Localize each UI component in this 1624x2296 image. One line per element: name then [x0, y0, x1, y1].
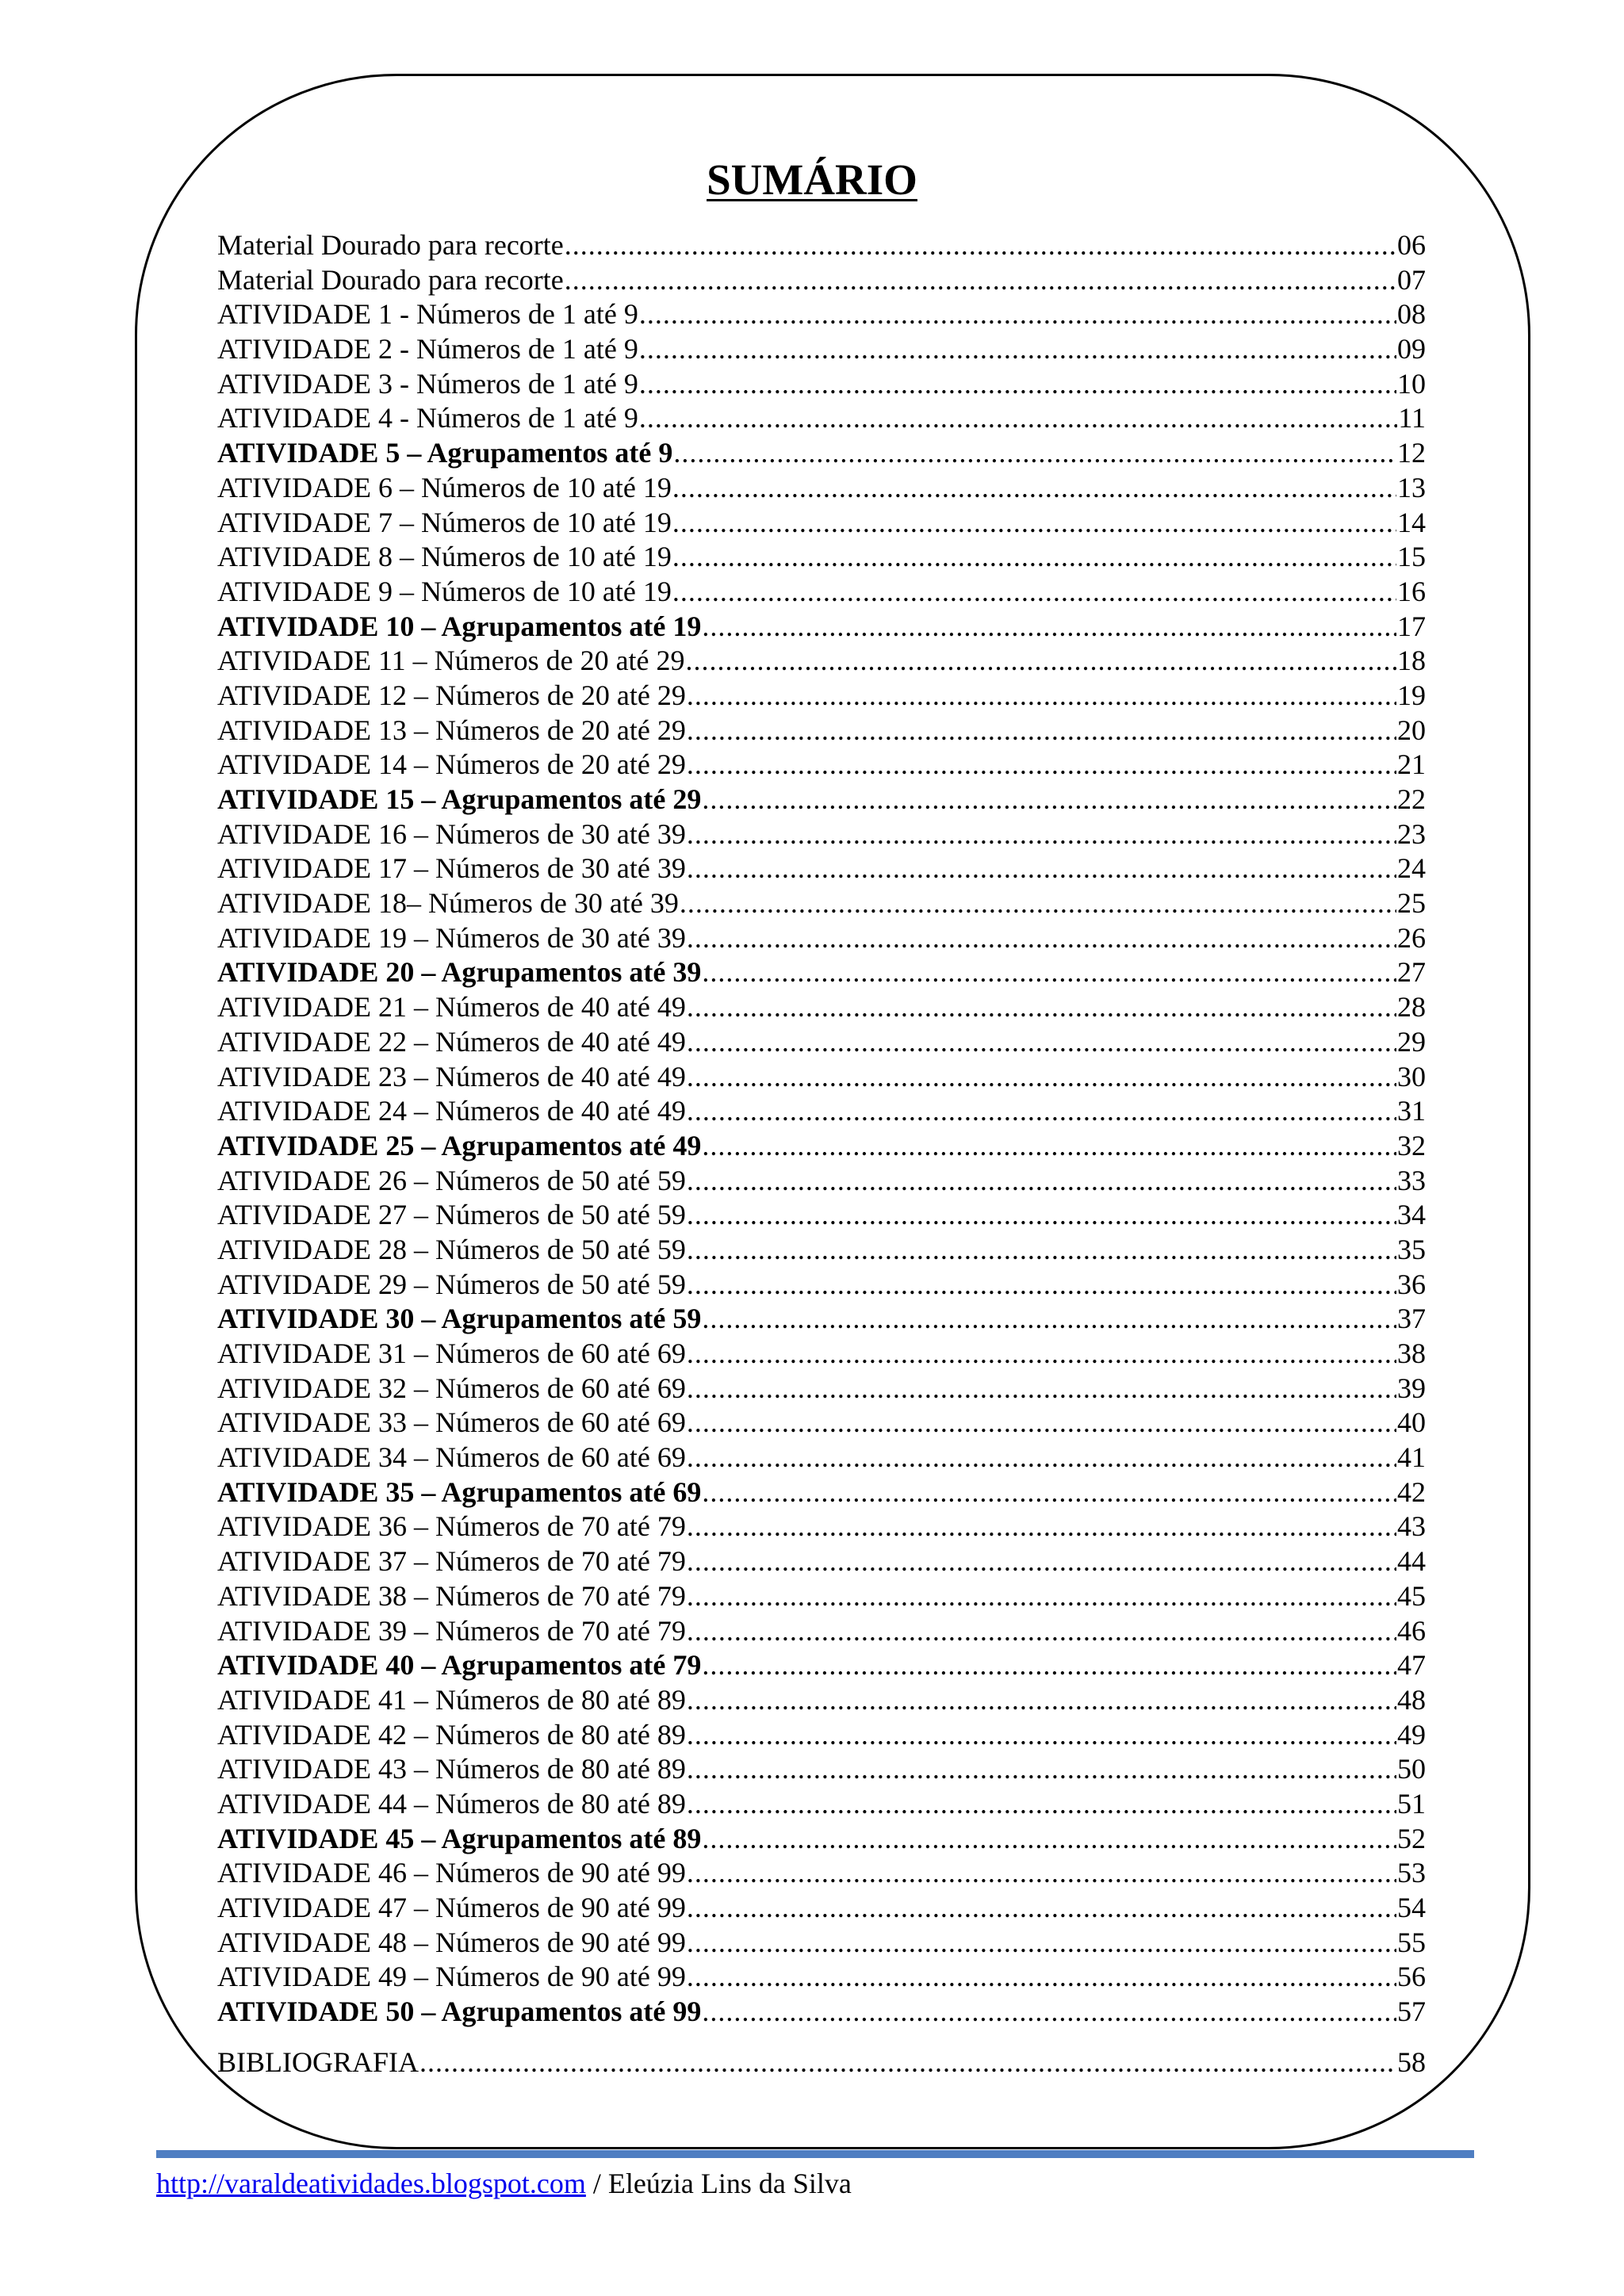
toc-entry-label: ATIVIDADE 13 – Números de 20 até 29 — [217, 714, 686, 746]
toc-dot-leader — [687, 1060, 1396, 1095]
toc-dot-leader — [702, 955, 1396, 990]
toc-entry-page: 13 — [1397, 471, 1426, 503]
toc-entry-page: 55 — [1397, 1926, 1426, 1958]
toc-dot-leader — [687, 1926, 1396, 1961]
toc-entry-page: 46 — [1397, 1614, 1426, 1647]
toc-entry-label: ATIVIDADE 25 – Agrupamentos até 49 — [217, 1129, 702, 1161]
toc-dot-leader — [639, 367, 1396, 402]
toc-entry[interactable] — [217, 1995, 1426, 2030]
toc-dot-leader — [639, 401, 1397, 436]
toc-entry-page: 42 — [1397, 1475, 1426, 1508]
toc-entry-page: 32 — [1397, 1129, 1426, 1161]
toc-entry-label: ATIVIDADE 10 – Agrupamentos até 19 — [217, 610, 702, 642]
bibliography-entry-container — [217, 2045, 1426, 2080]
toc-entry-page: 23 — [1397, 817, 1426, 850]
toc-entry-label: ATIVIDADE 19 – Números de 30 até 39 — [217, 921, 686, 954]
toc-entry-page: 57 — [1397, 1996, 1426, 2028]
toc-dot-leader — [702, 1129, 1396, 1164]
toc-entry-label: BIBLIOGRAFIA — [217, 2046, 419, 2078]
toc-entry-page: 26 — [1397, 921, 1426, 954]
toc-entry-page: 54 — [1397, 1892, 1426, 1923]
toc-entry-label: ATIVIDADE 2 - Números de 1 até 9 — [217, 333, 638, 365]
toc-entry-label: ATIVIDADE 12 – Números de 20 até 29 — [217, 679, 686, 711]
toc-entry-label: ATIVIDADE 9 – Números de 10 até 19 — [217, 575, 672, 607]
toc-entry-page: 47 — [1397, 1649, 1426, 1682]
toc-entry[interactable] — [217, 1752, 1426, 1787]
toc-entry-label: ATIVIDADE 20 – Agrupamentos até 39 — [217, 956, 702, 989]
toc-entry[interactable] — [217, 332, 1426, 367]
toc-entry-page: 10 — [1397, 367, 1426, 400]
toc-entry-page: 25 — [1397, 887, 1426, 920]
toc-dot-leader — [702, 610, 1396, 645]
toc-entry[interactable] — [217, 1926, 1426, 1961]
toc-entry-label: ATIVIDADE 22 – Números de 40 até 49 — [217, 1025, 686, 1058]
toc-entry-page: 19 — [1397, 679, 1426, 711]
toc-entry-page: 07 — [1397, 263, 1426, 296]
toc-entry[interactable] — [217, 506, 1426, 541]
toc-entry-label: ATIVIDADE 40 – Agrupamentos até 79 — [217, 1649, 702, 1682]
toc-entry-page: 51 — [1397, 1787, 1426, 1820]
toc-entry-label: ATIVIDADE 27 – Números de 50 até 59 — [217, 1199, 686, 1231]
toc-entry[interactable] — [217, 1406, 1426, 1441]
toc-entry[interactable] — [217, 1094, 1426, 1129]
toc-entry-label: ATIVIDADE 50 – Agrupamentos até 99 — [217, 1996, 702, 2028]
toc-entry[interactable] — [217, 1025, 1426, 1060]
toc-entry-page: 28 — [1397, 991, 1426, 1024]
toc-entry[interactable] — [217, 921, 1426, 956]
toc-entry-label: ATIVIDADE 4 - Números de 1 até 9 — [217, 402, 638, 434]
footer-rule — [156, 2150, 1474, 2158]
toc-entry[interactable] — [217, 1164, 1426, 1199]
toc-entry[interactable] — [217, 955, 1426, 990]
toc-entry[interactable] — [217, 1268, 1426, 1303]
toc-entry-page: 22 — [1397, 783, 1426, 815]
toc-entry[interactable] — [217, 679, 1426, 714]
toc-entry[interactable] — [217, 1475, 1426, 1510]
toc-dot-leader — [673, 436, 1396, 471]
toc-entry[interactable] — [217, 1544, 1426, 1579]
toc-dot-leader — [702, 783, 1396, 817]
toc-entry-label: ATIVIDADE 1 - Números de 1 até 9 — [217, 298, 638, 331]
toc-entry[interactable] — [217, 1233, 1426, 1268]
toc-entry[interactable] — [217, 436, 1426, 471]
toc-entry-page: 33 — [1397, 1164, 1426, 1196]
toc-dot-leader — [639, 332, 1396, 367]
toc-entry[interactable] — [217, 1718, 1426, 1753]
toc-entry-label: ATIVIDADE 23 – Números de 40 até 49 — [217, 1060, 686, 1093]
toc-dot-leader — [687, 921, 1396, 956]
toc-entry[interactable] — [217, 817, 1426, 852]
toc-entry[interactable] — [217, 886, 1426, 921]
toc-entry-label: Material Dourado para recorte — [217, 263, 564, 296]
toc-entry-page: 16 — [1397, 575, 1426, 607]
toc-entry-page: 35 — [1397, 1233, 1426, 1265]
toc-entry-label: ATIVIDADE 26 – Números de 50 até 59 — [217, 1164, 686, 1196]
toc-dot-leader — [702, 1822, 1396, 1857]
toc-dot-leader — [687, 1233, 1396, 1268]
toc-dot-leader — [687, 1094, 1396, 1129]
toc-entry[interactable] — [217, 783, 1426, 817]
toc-entry[interactable] — [217, 1129, 1426, 1164]
toc-entry-label: ATIVIDADE 34 – Números de 60 até 69 — [217, 1441, 686, 1474]
toc-entry-page: 08 — [1397, 298, 1426, 331]
toc-entry[interactable] — [217, 1856, 1426, 1891]
toc-entry[interactable] — [217, 401, 1426, 436]
toc-entry-label: ATIVIDADE 35 – Agrupamentos até 69 — [217, 1475, 702, 1508]
toc-entry-page: 37 — [1397, 1303, 1426, 1335]
toc-entry-page: 18 — [1397, 645, 1426, 677]
toc-entry-label: ATIVIDADE 16 – Números de 30 até 39 — [217, 817, 686, 850]
toc-dot-leader — [687, 748, 1396, 783]
toc-entry[interactable] — [217, 540, 1426, 575]
toc-dot-leader — [687, 1441, 1396, 1475]
toc-entry-label: ATIVIDADE 3 - Números de 1 até 9 — [217, 367, 638, 400]
toc-dot-leader — [687, 714, 1396, 748]
toc-entry-page: 56 — [1397, 1961, 1426, 1993]
toc-entry-page: 50 — [1397, 1753, 1426, 1785]
toc-dot-leader — [687, 1856, 1396, 1891]
toc-entry[interactable] — [217, 990, 1426, 1025]
toc-entry-label: ATIVIDADE 32 – Números de 60 até 69 — [217, 1372, 686, 1404]
toc-dot-leader — [702, 1475, 1396, 1510]
toc-entry-label: ATIVIDADE 21 – Números de 40 até 49 — [217, 991, 686, 1024]
toc-entry-page: 39 — [1397, 1372, 1426, 1404]
toc-entry-page: 48 — [1397, 1683, 1426, 1716]
toc-entry-page: 14 — [1397, 506, 1426, 538]
toc-dot-leader — [702, 1302, 1396, 1337]
toc-dot-leader — [419, 2045, 1396, 2080]
toc-dot-leader — [687, 1372, 1396, 1406]
toc-entry-label: ATIVIDADE 44 – Números de 80 até 89 — [217, 1787, 686, 1820]
toc-entry[interactable] — [217, 1302, 1426, 1337]
toc-entry[interactable] — [217, 1441, 1426, 1475]
toc-entry-label: ATIVIDADE 42 – Números de 80 até 89 — [217, 1718, 686, 1751]
toc-entry-label: ATIVIDADE 47 – Números de 90 até 99 — [217, 1892, 686, 1923]
toc-entry-page: 41 — [1397, 1441, 1426, 1474]
toc-dot-leader — [687, 1718, 1396, 1753]
toc-entry-label: ATIVIDADE 5 – Agrupamentos até 9 — [217, 437, 673, 469]
toc-dot-leader — [687, 1198, 1396, 1233]
toc-dot-leader — [680, 886, 1396, 921]
toc-entry-label: ATIVIDADE 38 – Números de 70 até 79 — [217, 1579, 686, 1612]
toc-entry[interactable] — [217, 1822, 1426, 1857]
toc-dot-leader — [672, 471, 1396, 506]
toc-entry[interactable] — [217, 1614, 1426, 1649]
toc-entry-page: 44 — [1397, 1545, 1426, 1578]
toc-entry-label: ATIVIDADE 15 – Agrupamentos até 29 — [217, 783, 702, 815]
toc-dot-leader — [565, 228, 1396, 263]
toc-dot-leader — [565, 263, 1396, 298]
toc-entry-page: 40 — [1397, 1406, 1426, 1439]
toc-entry-page: 20 — [1397, 714, 1426, 746]
toc-entry[interactable] — [217, 575, 1426, 610]
toc-entry[interactable] — [217, 1198, 1426, 1233]
toc-entry-page: 36 — [1397, 1268, 1426, 1300]
toc-entry-label: ATIVIDADE 29 – Números de 50 até 59 — [217, 1268, 686, 1300]
toc-dot-leader — [672, 575, 1396, 610]
toc-entry[interactable] — [217, 1579, 1426, 1614]
toc-entry-label: ATIVIDADE 30 – Agrupamentos até 59 — [217, 1303, 702, 1335]
toc-entry-label: ATIVIDADE 14 – Números de 20 até 29 — [217, 748, 686, 781]
toc-dot-leader — [687, 1510, 1396, 1544]
toc-entry-page: 49 — [1397, 1718, 1426, 1751]
toc-entry-label: ATIVIDADE 31 – Números de 60 até 69 — [217, 1337, 686, 1369]
toc-entry-page: 31 — [1397, 1095, 1426, 1127]
toc-entry-page: 27 — [1397, 956, 1426, 989]
footer-blog-link[interactable]: http://varaldeatividades.blogspot.com — [156, 2168, 586, 2199]
table-of-contents — [217, 228, 1426, 2030]
toc-entry[interactable] — [217, 748, 1426, 783]
toc-dot-leader — [687, 1752, 1396, 1787]
footer — [156, 2166, 852, 2201]
toc-entry-page: 21 — [1397, 748, 1426, 781]
toc-entry-page: 12 — [1397, 437, 1426, 469]
toc-entry[interactable] — [217, 1372, 1426, 1406]
toc-entry-label: ATIVIDADE 24 – Números de 40 até 49 — [217, 1095, 686, 1127]
toc-entry-label: ATIVIDADE 45 – Agrupamentos até 89 — [217, 1822, 702, 1854]
toc-entry-label: ATIVIDADE 11 – Números de 20 até 29 — [217, 645, 685, 677]
toc-dot-leader — [687, 817, 1396, 852]
toc-dot-leader — [687, 1164, 1396, 1199]
toc-entry[interactable] — [217, 1648, 1426, 1683]
toc-entry-label: ATIVIDADE 8 – Números de 10 até 19 — [217, 541, 672, 573]
toc-entry[interactable] — [217, 644, 1426, 679]
toc-entry-page: 17 — [1397, 610, 1426, 642]
toc-entry[interactable] — [217, 1891, 1426, 1926]
toc-dot-leader — [687, 1683, 1396, 1718]
toc-entry[interactable] — [217, 1060, 1426, 1095]
toc-dot-leader — [687, 1787, 1396, 1822]
toc-entry-label: ATIVIDADE 37 – Números de 70 até 79 — [217, 1545, 686, 1578]
toc-entry-label: ATIVIDADE 48 – Números de 90 até 99 — [217, 1926, 686, 1958]
toc-entry-page: 43 — [1397, 1510, 1426, 1543]
toc-dot-leader — [687, 1268, 1396, 1303]
toc-entry-label: ATIVIDADE 28 – Números de 50 até 59 — [217, 1233, 686, 1265]
toc-dot-leader — [686, 644, 1396, 679]
toc-entry[interactable] — [217, 610, 1426, 645]
toc-entry-label: Material Dourado para recorte — [217, 229, 564, 261]
toc-entry-page: 30 — [1397, 1060, 1426, 1093]
toc-dot-leader — [687, 851, 1396, 886]
toc-entry[interactable] — [217, 1960, 1426, 1995]
toc-dot-leader — [687, 1337, 1396, 1372]
toc-dot-leader — [687, 1579, 1396, 1614]
toc-entry-page: 11 — [1398, 402, 1426, 434]
toc-entry-label: ATIVIDADE 46 – Números de 90 até 99 — [217, 1857, 686, 1889]
toc-entry[interactable] — [217, 1787, 1426, 1822]
toc-dot-leader — [687, 1406, 1396, 1441]
toc-entry-label: ATIVIDADE 41 – Números de 80 até 89 — [217, 1683, 686, 1716]
toc-dot-leader — [687, 1960, 1396, 1995]
toc-entry[interactable] — [217, 1683, 1426, 1718]
toc-entry-page: 29 — [1397, 1025, 1426, 1058]
toc-entry-page: 45 — [1397, 1579, 1426, 1612]
toc-entry-label: ATIVIDADE 33 – Números de 60 até 69 — [217, 1406, 686, 1439]
toc-dot-leader — [687, 679, 1396, 714]
toc-entry[interactable] — [217, 851, 1426, 886]
toc-entry[interactable] — [217, 1510, 1426, 1544]
toc-dot-leader — [687, 1544, 1396, 1579]
toc-entry-page: 52 — [1397, 1822, 1426, 1854]
toc-dot-leader — [687, 1891, 1396, 1926]
toc-entry[interactable] — [217, 228, 1426, 263]
toc-dot-leader — [687, 1025, 1396, 1060]
toc-entry[interactable] — [217, 714, 1426, 748]
bibliography-entry[interactable] — [217, 2045, 1426, 2080]
footer-separator: / — [585, 2168, 608, 2199]
toc-entry[interactable] — [217, 367, 1426, 402]
toc-entry-page: 58 — [1397, 2046, 1426, 2078]
toc-dot-leader — [687, 1614, 1396, 1649]
toc-entry-page: 38 — [1397, 1337, 1426, 1369]
toc-entry-label: ATIVIDADE 43 – Números de 80 até 89 — [217, 1753, 686, 1785]
toc-dot-leader — [672, 540, 1396, 575]
footer-author: Eleúzia Lins da Silva — [607, 2168, 852, 2199]
page-title-text: SUMÁRIO — [707, 155, 917, 204]
toc-entry-label: ATIVIDADE 6 – Números de 10 até 19 — [217, 471, 672, 503]
toc-entry-page: 34 — [1397, 1199, 1426, 1231]
toc-entry-label: ATIVIDADE 17 – Números de 30 até 39 — [217, 852, 686, 885]
toc-dot-leader — [702, 1995, 1396, 2030]
toc-dot-leader — [639, 297, 1396, 332]
toc-entry-label: ATIVIDADE 18– Números de 30 até 39 — [217, 887, 679, 920]
toc-entry-label: ATIVIDADE 7 – Números de 10 até 19 — [217, 506, 672, 538]
toc-entry-page: 06 — [1397, 229, 1426, 261]
page-title — [0, 152, 1624, 208]
toc-entry[interactable] — [217, 471, 1426, 506]
toc-entry[interactable] — [217, 1337, 1426, 1372]
toc-entry-label: ATIVIDADE 49 – Números de 90 até 99 — [217, 1961, 686, 1993]
toc-entry-page: 53 — [1397, 1857, 1426, 1889]
toc-dot-leader — [687, 990, 1396, 1025]
toc-entry-label: ATIVIDADE 39 – Números de 70 até 79 — [217, 1614, 686, 1647]
toc-entry-page: 09 — [1397, 333, 1426, 365]
toc-dot-leader — [672, 506, 1396, 541]
toc-entry[interactable] — [217, 263, 1426, 298]
toc-entry[interactable] — [217, 297, 1426, 332]
toc-entry-page: 15 — [1397, 541, 1426, 573]
toc-dot-leader — [702, 1648, 1396, 1683]
toc-entry-page: 24 — [1397, 852, 1426, 885]
toc-entry-label: ATIVIDADE 36 – Números de 70 até 79 — [217, 1510, 686, 1543]
